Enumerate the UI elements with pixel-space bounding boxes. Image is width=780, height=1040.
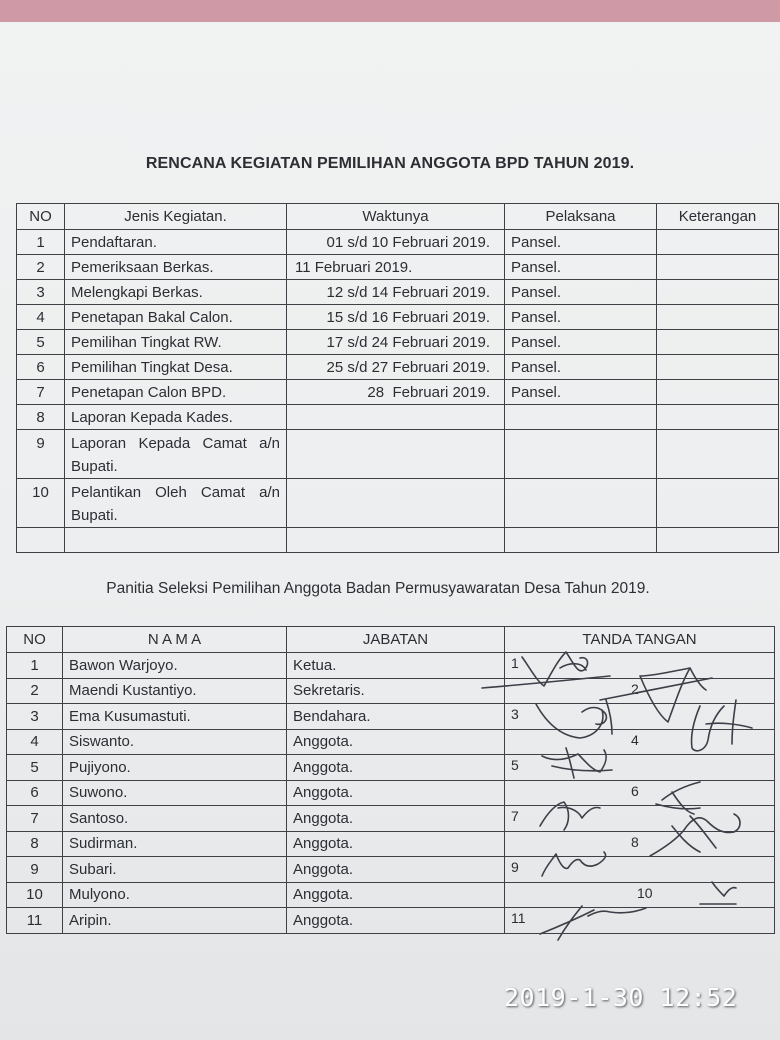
committee-row (7, 653, 775, 679)
committee-nama: Sudirman. (63, 831, 287, 857)
schedule-kegiatan: Penetapan Calon BPD. (65, 380, 287, 405)
committee-row (7, 704, 775, 730)
schedule-pelaksana: Pansel. (505, 305, 657, 330)
schedule-row (17, 380, 779, 405)
schedule-waktu: 25 s/d 27 Februari 2019. (287, 355, 505, 380)
signature-cell (505, 755, 775, 781)
header-no: NO (17, 204, 65, 230)
schedule-waktu: 15 s/d 16 Februari 2019. (287, 305, 505, 330)
committee-no: 1 (7, 653, 63, 679)
committee-nama: Suwono. (63, 780, 287, 806)
committee-row (7, 908, 775, 934)
signature-cell (505, 653, 775, 679)
committee-no: 5 (7, 755, 63, 781)
schedule-pelaksana: Pansel. (505, 230, 657, 255)
signature-number: 2 (631, 680, 639, 697)
schedule-waktu: 01 s/d 10 Februari 2019. (287, 230, 505, 255)
empty-cell (657, 528, 779, 553)
schedule-kegiatan: Penetapan Bakal Calon. (65, 305, 287, 330)
committee-row (7, 882, 775, 908)
empty-cell (505, 528, 657, 553)
header-pelaksana: Pelaksana (505, 204, 657, 230)
committee-row (7, 831, 775, 857)
schedule-no: 9 (17, 430, 65, 479)
committee-nama: Maendi Kustantiyo. (63, 678, 287, 704)
committee-row (7, 857, 775, 883)
schedule-pelaksana (505, 405, 657, 430)
schedule-keterangan (657, 479, 779, 528)
schedule-row (17, 405, 779, 430)
document-title: RENCANA KEGIATAN PEMILIHAN ANGGOTA BPD TAHUN 2019. (145, 155, 635, 172)
committee-no: 9 (7, 857, 63, 883)
committee-no: 7 (7, 806, 63, 832)
signature-cell (505, 857, 775, 883)
schedule-kegiatan: Melengkapi Berkas. (65, 280, 287, 305)
committee-jabatan: Ketua. (287, 653, 505, 679)
signature-cell (505, 780, 775, 806)
schedule-kegiatan: Pendaftaran. (65, 230, 287, 255)
schedule-waktu: 11 Februari 2019. (287, 255, 505, 280)
header-nama: N A M A (63, 627, 287, 653)
header-no: NO (7, 627, 63, 653)
committee-nama: Aripin. (63, 908, 287, 934)
signature-cell (505, 729, 775, 755)
signature-number: 5 (511, 757, 519, 773)
committee-jabatan: Anggota. (287, 831, 505, 857)
schedule-row (17, 230, 779, 255)
schedule-no: 8 (17, 405, 65, 430)
signature-number: 3 (511, 706, 519, 722)
signature-cell (505, 882, 775, 908)
committee-no: 2 (7, 678, 63, 704)
schedule-kegiatan: Pemilihan Tingkat RW. (65, 330, 287, 355)
schedule-row (17, 479, 779, 528)
header-tanda-tangan: TANDA TANGAN (505, 627, 775, 653)
schedule-row (17, 355, 779, 380)
committee-nama: Ema Kusumastuti. (63, 704, 287, 730)
signature-cell (505, 806, 775, 832)
signature-cell (505, 704, 775, 730)
committee-nama: Santoso. (63, 806, 287, 832)
schedule-no: 3 (17, 280, 65, 305)
committee-table (6, 626, 775, 934)
schedule-pelaksana: Pansel. (505, 330, 657, 355)
schedule-waktu (287, 430, 505, 479)
header-waktunya: Waktunya (287, 204, 505, 230)
committee-header-row (7, 627, 775, 653)
committee-nama: Mulyono. (63, 882, 287, 908)
committee-jabatan: Anggota. (287, 882, 505, 908)
empty-cell (65, 528, 287, 553)
committee-row (7, 678, 775, 704)
committee-row (7, 729, 775, 755)
schedule-no: 4 (17, 305, 65, 330)
schedule-table (16, 203, 779, 553)
schedule-no: 6 (17, 355, 65, 380)
schedule-keterangan (657, 330, 779, 355)
schedule-header-row (17, 204, 779, 230)
schedule-kegiatan: Laporan Kepada Camat a/n Bupati. (65, 430, 287, 479)
signature-cell (505, 831, 775, 857)
schedule-pelaksana: Pansel. (505, 380, 657, 405)
schedule-keterangan (657, 305, 779, 330)
photo-timestamp: 2019-1-30 12:52 (504, 983, 738, 1012)
committee-jabatan: Anggota. (287, 857, 505, 883)
schedule-row (17, 430, 779, 479)
schedule-empty-row (17, 528, 779, 553)
signature-number: 7 (511, 808, 519, 824)
schedule-no: 1 (17, 230, 65, 255)
schedule-pelaksana (505, 430, 657, 479)
committee-no: 10 (7, 882, 63, 908)
committee-nama: Subari. (63, 857, 287, 883)
signature-cell (505, 908, 775, 934)
committee-nama: Bawon Warjoyo. (63, 653, 287, 679)
schedule-keterangan (657, 405, 779, 430)
committee-jabatan: Bendahara. (287, 704, 505, 730)
header-keterangan: Keterangan (657, 204, 779, 230)
committee-nama: Pujiyono. (63, 755, 287, 781)
committee-row (7, 806, 775, 832)
signature-number: 4 (631, 731, 639, 748)
committee-no: 4 (7, 729, 63, 755)
schedule-keterangan (657, 430, 779, 479)
schedule-waktu: 17 s/d 24 Februari 2019. (287, 330, 505, 355)
schedule-no: 2 (17, 255, 65, 280)
committee-row (7, 780, 775, 806)
schedule-keterangan (657, 355, 779, 380)
schedule-no: 7 (17, 380, 65, 405)
schedule-waktu: 12 s/d 14 Februari 2019. (287, 280, 505, 305)
schedule-waktu (287, 405, 505, 430)
schedule-pelaksana (505, 479, 657, 528)
signature-cell (505, 678, 775, 704)
signature-number: 10 (637, 884, 653, 901)
signature-number: 6 (631, 782, 639, 799)
header-jabatan: JABATAN (287, 627, 505, 653)
committee-jabatan: Anggota. (287, 908, 505, 934)
schedule-pelaksana: Pansel. (505, 355, 657, 380)
signature-number: 1 (511, 655, 519, 671)
signature-number: 9 (511, 859, 519, 875)
schedule-kegiatan: Pelantikan Oleh Camat a/n Bupati. (65, 479, 287, 528)
schedule-waktu: 28 Februari 2019. (287, 380, 505, 405)
empty-cell (287, 528, 505, 553)
schedule-kegiatan: Laporan Kepada Kades. (65, 405, 287, 430)
schedule-kegiatan: Pemilihan Tingkat Desa. (65, 355, 287, 380)
committee-nama: Siswanto. (63, 729, 287, 755)
committee-jabatan: Anggota. (287, 755, 505, 781)
empty-cell (17, 528, 65, 553)
committee-jabatan: Sekretaris. (287, 678, 505, 704)
schedule-pelaksana: Pansel. (505, 280, 657, 305)
schedule-no: 5 (17, 330, 65, 355)
schedule-pelaksana: Pansel. (505, 255, 657, 280)
schedule-row (17, 305, 779, 330)
schedule-row (17, 255, 779, 280)
schedule-row (17, 330, 779, 355)
committee-no: 6 (7, 780, 63, 806)
committee-no: 8 (7, 831, 63, 857)
header-jenis-kegiatan: Jenis Kegiatan. (65, 204, 287, 230)
signature-number: 11 (511, 910, 526, 926)
committee-no: 3 (7, 704, 63, 730)
schedule-waktu (287, 479, 505, 528)
schedule-kegiatan: Pemeriksaan Berkas. (65, 255, 287, 280)
committee-title: Panitia Seleksi Pemilihan Anggota Badan Permusyawaratan Desa Tahun 2019. (106, 580, 650, 597)
schedule-keterangan (657, 230, 779, 255)
committee-jabatan: Anggota. (287, 780, 505, 806)
schedule-keterangan (657, 280, 779, 305)
committee-jabatan: Anggota. (287, 806, 505, 832)
committee-no: 11 (7, 908, 63, 934)
schedule-row (17, 280, 779, 305)
committee-row (7, 755, 775, 781)
signature-number: 8 (631, 833, 639, 850)
schedule-keterangan (657, 380, 779, 405)
schedule-keterangan (657, 255, 779, 280)
committee-jabatan: Anggota. (287, 729, 505, 755)
schedule-no: 10 (17, 479, 65, 528)
